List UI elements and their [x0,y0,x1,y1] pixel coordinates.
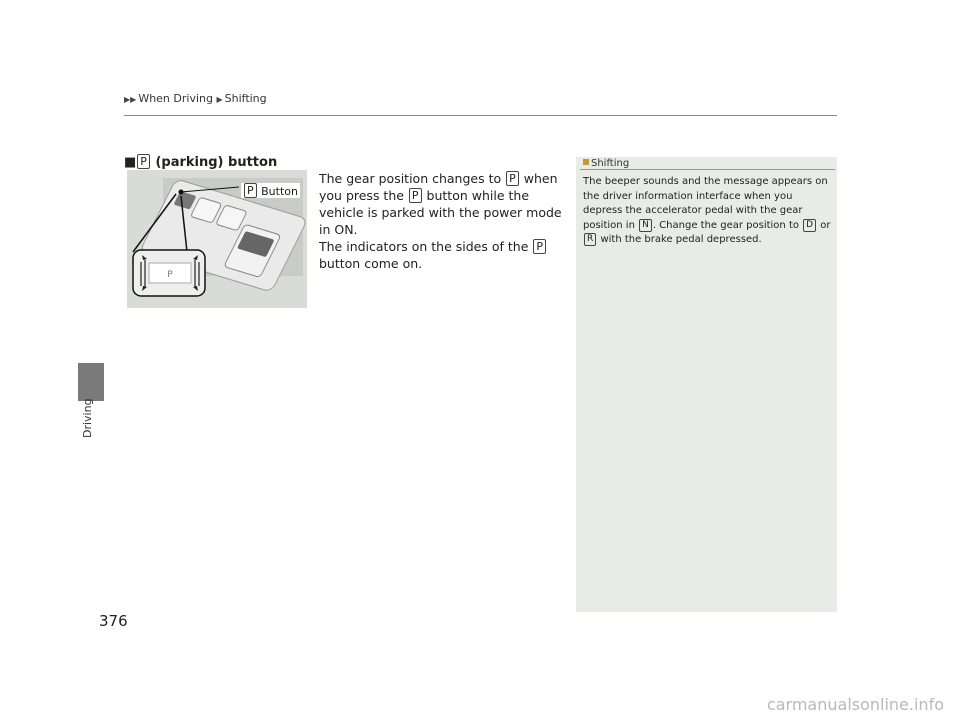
chapter-label: Driving [81,398,94,438]
p-key-icon: P [244,183,257,198]
note-title-text: Shifting [591,158,630,169]
body-text: button come on. [319,256,423,271]
breadcrumb-item-when-driving[interactable]: When Driving [138,92,213,105]
p-key-icon: P [506,171,519,186]
note-icon [583,159,589,165]
p-button-callout [241,183,300,198]
body-text: The indicators on the sides of the [319,239,533,254]
note-rule [580,169,835,170]
section-body [319,170,564,272]
callout-label: Button [257,185,298,198]
note-body [583,175,831,248]
p-button-letter: P [167,270,173,280]
body-text: button while the vehicle is parked with the power mode in ON. [319,188,562,237]
header-rule [124,115,837,116]
n-key-icon: N [639,219,652,232]
body-text: when you press the [319,171,558,203]
r-key-icon: R [584,233,596,246]
double-arrow-icon: ▶▶ [124,95,137,104]
p-key-icon: P [409,188,422,203]
d-key-icon: D [803,219,816,232]
body-text: The gear position changes to [319,171,506,186]
arrow-icon: ▶ [216,95,223,104]
watermark: carmanualsonline.info [766,695,944,714]
section-heading-text: (parking) button [150,155,278,170]
chapter-tab [78,363,104,401]
p-key-icon: P [137,154,150,169]
page-number: 376 [99,612,128,630]
note-text: . Change the gear position to [652,219,803,231]
note-title [583,158,629,169]
breadcrumb-item-shifting[interactable]: Shifting [224,92,267,105]
note-text: The beeper sounds and the message appears on the driver information interface when you depress the accelerator pedal with the gear position in [583,176,828,231]
note-text: with the brake pedal depressed. [597,234,762,245]
breadcrumb [124,92,267,105]
p-key-icon: P [533,239,546,254]
section-heading: ■ P (parking) button [124,155,278,170]
note-text: or [817,219,831,231]
